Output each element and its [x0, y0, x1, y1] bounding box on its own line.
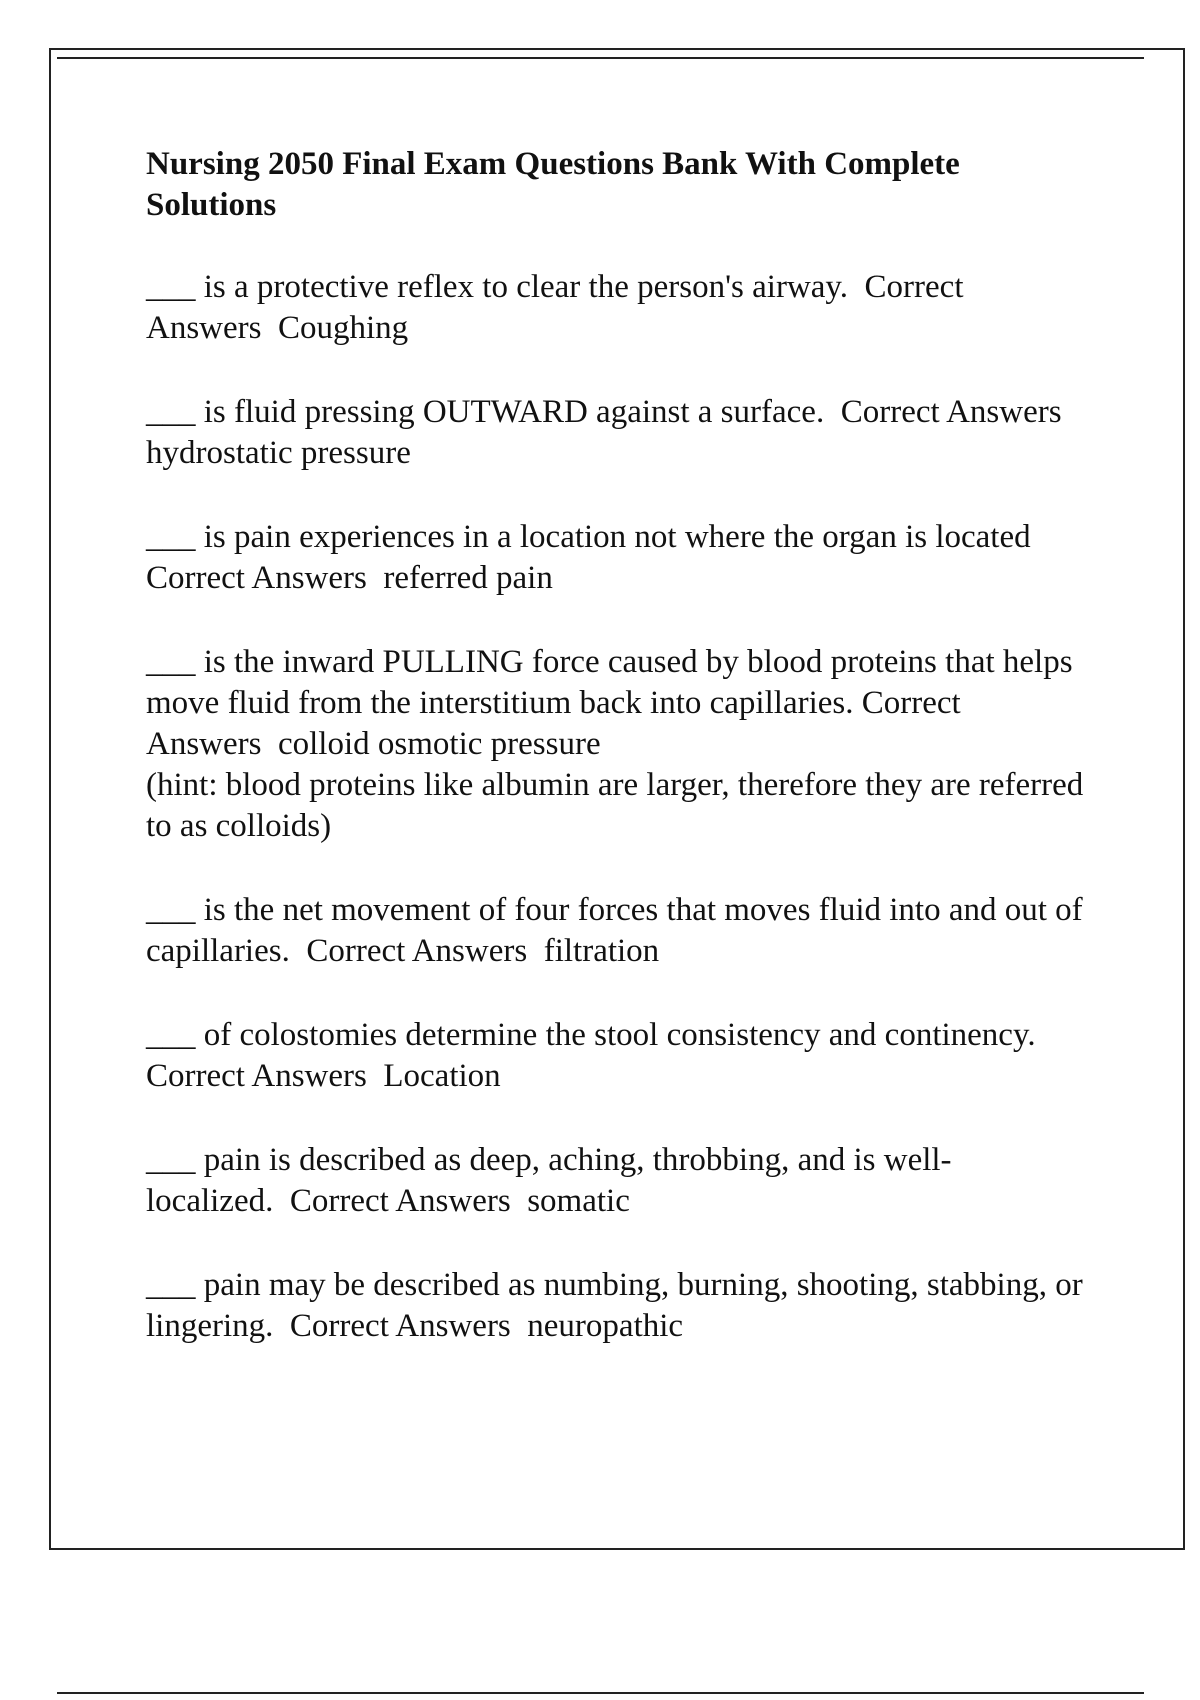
answer-text: neuropathic [527, 1308, 684, 1344]
question-list [146, 267, 1086, 1347]
hint-text: (hint: blood proteins like albumin are larger, therefore they are referred to as colloids) [146, 767, 1084, 844]
answer-label: Correct Answers [289, 1308, 511, 1344]
answer-text: referred pain [383, 560, 553, 596]
qa-item [146, 517, 1086, 599]
answer-label: Correct Answers [146, 685, 961, 762]
qa-item [146, 267, 1086, 349]
answer-text: colloid osmotic pressure [277, 726, 601, 762]
footer-rule [57, 1692, 1144, 1694]
question-text: ___ pain is described as deep, aching, throbbing, and is well-localized. [146, 1142, 952, 1219]
document-title: Nursing 2050 Final Exam Questions Bank With Complete Solutions [146, 146, 960, 223]
answer-label: Correct Answers [840, 394, 1062, 430]
answer-text: Location [383, 1058, 501, 1094]
question-text: ___ is pain experiences in a location not where the organ is located [146, 519, 1031, 555]
header-rule [57, 57, 1144, 59]
answer-text: somatic [527, 1183, 630, 1219]
qa-item [146, 1140, 1086, 1222]
answer-label: Correct Answers [289, 1183, 511, 1219]
question-text: ___ is fluid pressing OUTWARD against a surface. [146, 394, 825, 430]
answer-label: Correct Answers [306, 933, 528, 969]
answer-label: Correct Answers [146, 269, 964, 346]
question-text: ___ of colostomies determine the stool consistency and continency. [146, 1017, 1036, 1053]
qa-item [146, 890, 1086, 972]
answer-text: hydrostatic pressure [146, 435, 411, 471]
qa-item [146, 1015, 1086, 1097]
qa-item [146, 392, 1086, 474]
answer-label: Correct Answers [146, 560, 367, 596]
qa-item [146, 1265, 1086, 1347]
question-text: ___ is the inward PULLING force caused by blood proteins that helps move fluid from the interstitium back into capillaries. [146, 644, 1073, 721]
question-text: ___ is the net movement of four forces that moves fluid into and out of capillaries. [146, 892, 1083, 969]
answer-text: filtration [543, 933, 660, 969]
question-text: ___ pain may be described as numbing, burning, shooting, stabbing, or lingering. [146, 1267, 1083, 1344]
answer-label: Correct Answers [146, 1058, 367, 1094]
document-body [146, 144, 1086, 1347]
answer-text: Coughing [277, 310, 409, 346]
qa-item [146, 642, 1086, 847]
question-text: ___ is a protective reflex to clear the person's airway. [146, 269, 849, 305]
